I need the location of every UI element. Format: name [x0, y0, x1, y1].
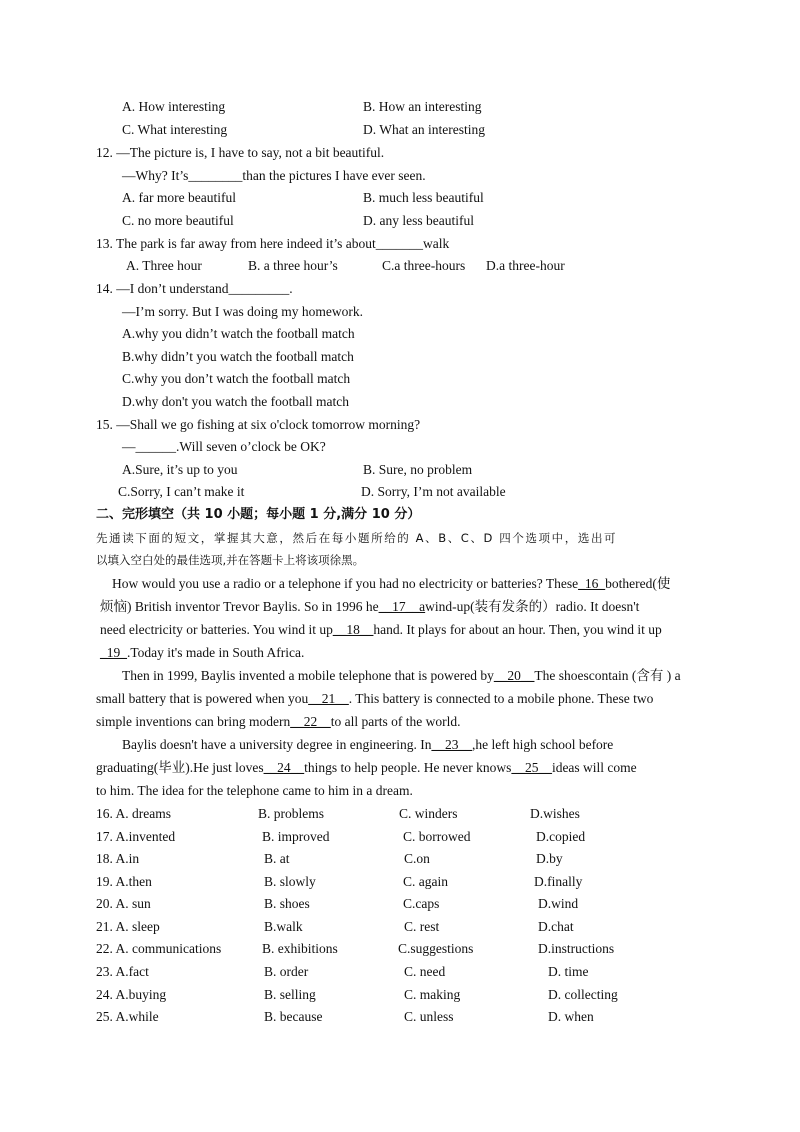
- blank-20: __20__: [493, 668, 535, 683]
- passage-text: simple inventions can bring modern: [96, 714, 291, 729]
- cloze-option-d: D.chat: [538, 919, 574, 934]
- cloze-option-d: D. when: [548, 1009, 594, 1024]
- passage-text: 烦恼) British inventor Trevor Baylis. So in 1996 he: [100, 599, 379, 614]
- cloze-option-b: B. improved: [262, 829, 330, 844]
- blank-24: __24__: [263, 760, 305, 775]
- cloze-option-b: B. selling: [264, 987, 316, 1002]
- cloze-option-a: 24. A.buying: [96, 987, 167, 1002]
- cloze-option-d: D.copied: [536, 829, 586, 844]
- passage-text: hand. It plays for about an hour. Then, you wind it up: [373, 622, 662, 637]
- q15-reply: —______.Will seven o’clock be OK?: [122, 439, 326, 454]
- cloze-option-c: C.suggestions: [398, 941, 474, 956]
- passage-p1-line1: [112, 575, 670, 593]
- cloze-option-a: 20. A. sun: [96, 896, 151, 911]
- q15-option-b: B. Sure, no problem: [363, 462, 473, 477]
- cloze-option-d: D. collecting: [548, 987, 618, 1002]
- q11-option-b: B. How an interesting: [363, 99, 482, 114]
- section-title: 二、完形填空（共 10 小题；每小题 1 分,满分 10 分）: [96, 507, 421, 522]
- passage-p2-line3: [96, 713, 460, 731]
- q15-option-a: A.Sure, it’s up to you: [122, 462, 238, 477]
- passage-p3-line3: to him. The idea for the telephone came to him in a dream.: [96, 783, 413, 798]
- q14-stem: 14. —I don’t understand_________.: [96, 281, 293, 296]
- cloze-option-a: 19. A.then: [96, 874, 152, 889]
- passage-text: Then in 1999, Baylis invented a mobile telephone that is powered by: [122, 668, 494, 683]
- cloze-option-d: D.finally: [534, 874, 583, 889]
- blank-17: __17__a: [378, 599, 426, 614]
- q13-option-a: A. Three hour: [126, 258, 202, 273]
- passage-text: to all parts of the world.: [330, 714, 461, 729]
- blank-16: _16_: [578, 576, 606, 591]
- q11-option-d: D. What an interesting: [363, 122, 485, 137]
- blank-18: __18__: [332, 622, 374, 637]
- blank-23: __23__: [431, 737, 472, 752]
- cloze-option-b: B. problems: [258, 806, 324, 821]
- passage-text: How would you use a radio or a telephone if you had no electricity or batteries? These: [112, 576, 579, 591]
- cloze-option-b: B. exhibitions: [262, 941, 338, 956]
- passage-text: ,he left high school before: [471, 737, 614, 752]
- passage-p3-line2: [96, 759, 637, 777]
- blank-21: __21__: [308, 691, 349, 706]
- cloze-option-c: C. need: [404, 964, 446, 979]
- cloze-option-a: 17. A.invented: [96, 829, 176, 844]
- passage-p3-line1: [122, 736, 613, 754]
- passage-p1-line3: [100, 621, 662, 639]
- blank-19: _19_: [100, 645, 127, 660]
- q12-option-b: B. much less beautiful: [363, 190, 484, 205]
- passage-text: .Today it's made in South Africa.: [127, 645, 305, 660]
- cloze-option-d: D. time: [548, 964, 589, 979]
- section-instruction-line1: 先通读下面的短文，掌握其大意，然后在每小题所给的 A、B、C、D 四个选项中，选出可: [96, 531, 618, 545]
- cloze-option-d: D.wishes: [530, 806, 580, 821]
- q12-reply: —Why? It’s________than the pictures I have ever seen.: [122, 168, 426, 183]
- q14-option-b: B.why didn’t you watch the football match: [122, 349, 354, 364]
- q13-stem: 13. The park is far away from here indeed it’s about_______walk: [96, 236, 450, 251]
- q11-option-c: C. What interesting: [122, 122, 228, 137]
- q14-option-a: A.why you didn’t watch the football match: [122, 326, 355, 341]
- cloze-option-b: B. order: [264, 964, 309, 979]
- cloze-option-d: D.wind: [538, 896, 579, 911]
- q14-reply: —I’m sorry. But I was doing my homework.: [122, 304, 363, 319]
- q15-stem: 15. —Shall we go fishing at six o'clock tomorrow morning?: [96, 417, 421, 432]
- passage-text: need electricity or batteries. You wind it up: [100, 622, 333, 637]
- q15-option-c: C.Sorry, I can’t make it: [118, 484, 245, 499]
- cloze-option-a: 16. A. dreams: [96, 806, 171, 821]
- q14-option-d: D.why don't you watch the football match: [122, 394, 350, 409]
- cloze-option-c: C. borrowed: [403, 829, 471, 844]
- blank-22: __22__: [290, 714, 331, 729]
- q12-option-c: C. no more beautiful: [122, 213, 234, 228]
- cloze-option-b: B.walk: [264, 919, 303, 934]
- passage-text: graduating(毕业).He just loves: [96, 760, 264, 775]
- blank-25: __25__: [511, 760, 552, 775]
- passage-text: bothered(使: [605, 576, 671, 591]
- cloze-option-b: B. slowly: [264, 874, 316, 889]
- cloze-option-c: C.on: [404, 851, 430, 866]
- passage-text: . This battery is connected to a mobile phone. These two: [348, 691, 654, 706]
- q12-option-a: A. far more beautiful: [122, 190, 236, 205]
- cloze-option-c: C.caps: [403, 896, 440, 911]
- cloze-option-c: C. winders: [399, 806, 458, 821]
- q11-option-a: A. How interesting: [122, 99, 226, 114]
- cloze-option-a: 21. A. sleep: [96, 919, 160, 934]
- section-instruction-line2: 以填入空白处的最佳选项,并在答题卡上将该项徐黑。: [96, 553, 365, 567]
- cloze-option-c: C. rest: [404, 919, 440, 934]
- cloze-option-d: D.instructions: [538, 941, 615, 956]
- cloze-option-d: D.by: [536, 851, 563, 866]
- cloze-option-a: 22. A. communications: [96, 941, 222, 956]
- cloze-option-a: 25. A.while: [96, 1009, 159, 1024]
- q14-option-c: C.why you don’t watch the football match: [122, 371, 351, 386]
- cloze-option-c: C. unless: [404, 1009, 454, 1024]
- q13-option-c: C.a three-hours: [382, 258, 466, 273]
- cloze-option-a: 18. A.in: [96, 851, 140, 866]
- passage-p2-line2: [96, 690, 653, 708]
- passage-p2-line1: [122, 667, 681, 685]
- passage-p1-line2: [100, 598, 639, 616]
- q12-option-d: D. any less beautiful: [363, 213, 474, 228]
- passage-text: small battery that is powered when you: [96, 691, 309, 706]
- passage-p1-line4: [100, 644, 304, 662]
- cloze-option-c: C. making: [404, 987, 461, 1002]
- passage-text: Baylis doesn't have a university degree in engineering. In: [122, 737, 432, 752]
- cloze-option-b: B. shoes: [264, 896, 310, 911]
- cloze-option-b: B. at: [264, 851, 290, 866]
- passage-text: The shoescontain (含有 ) a: [534, 668, 681, 683]
- passage-text: ideas will come: [551, 760, 637, 775]
- q12-stem: 12. —The picture is, I have to say, not a bit beautiful.: [96, 145, 385, 160]
- q13-option-b: B. a three hour’s: [248, 258, 338, 273]
- passage-text: wind-up(装有发条的）radio. It doesn't: [425, 599, 640, 614]
- q15-option-d: D. Sorry, I’m not available: [361, 484, 506, 499]
- cloze-option-c: C. again: [403, 874, 448, 889]
- cloze-option-b: B. because: [264, 1009, 323, 1024]
- passage-text: things to help people. He never knows: [304, 760, 512, 775]
- q13-option-d: D.a three-hour: [486, 258, 565, 273]
- cloze-option-a: 23. A.fact: [96, 964, 149, 979]
